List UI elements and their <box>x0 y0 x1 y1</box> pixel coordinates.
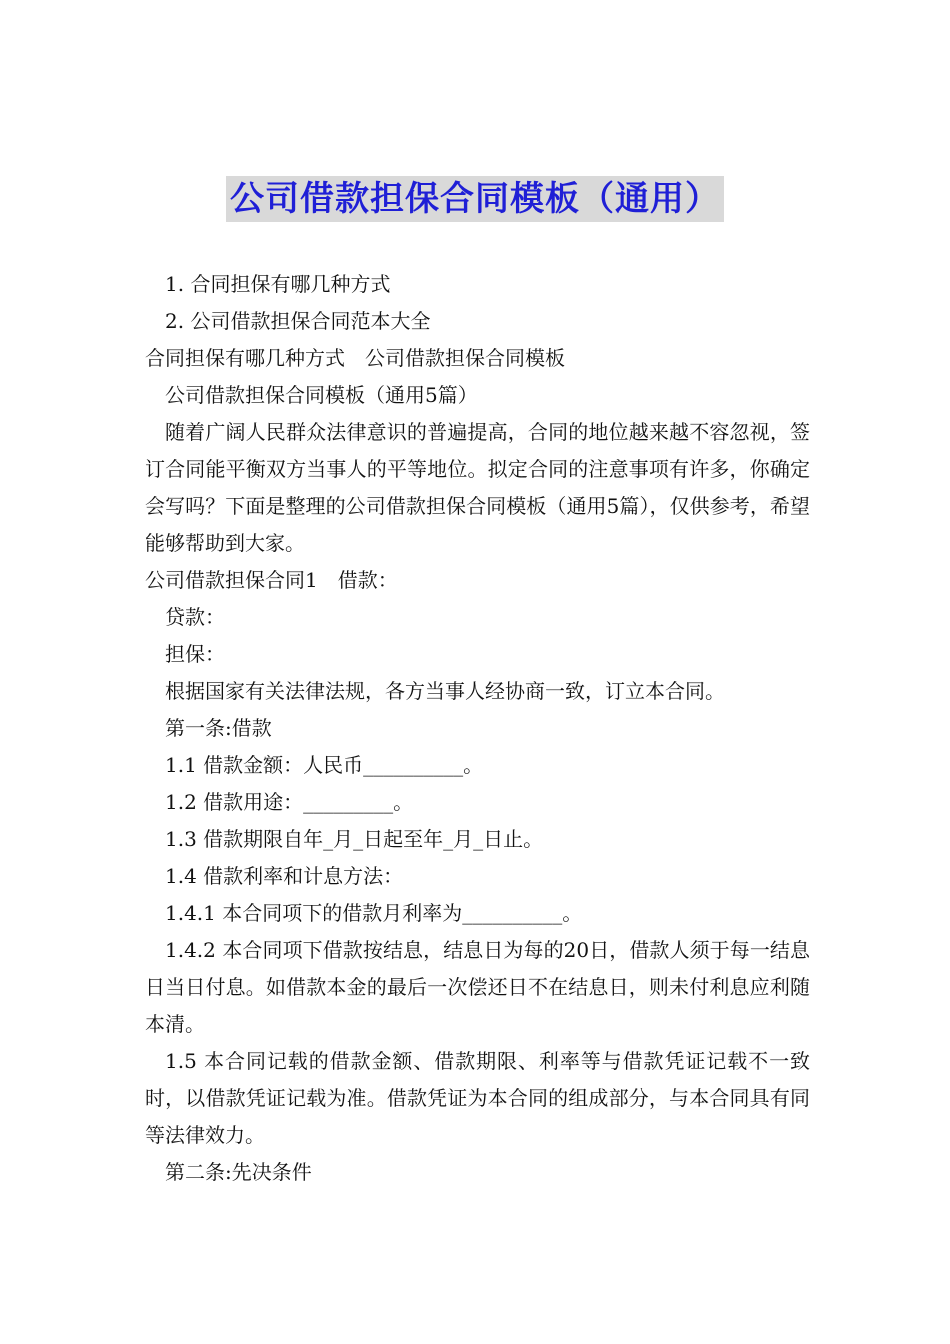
toc-item-2: 2. 公司借款担保合同范本大全 <box>165 309 431 333</box>
paragraph-lender: 贷款： <box>165 605 225 629</box>
document-title: 公司借款担保合同模板（通用） <box>226 176 724 222</box>
article-2-heading: 第二条:先决条件 <box>165 1160 312 1184</box>
clause-1-2: 1.2 借款用途：_________。 <box>165 790 414 814</box>
clause-1-4-2: 1.4.2 本合同项下借款按结息，结息日为每的20日，借款人须于每一结息日当日付息。如借款本金的最后一次偿还日不在结息日，则未付利息应利随本清。 <box>145 938 810 1036</box>
clause-1-4: 1.4 借款利率和计息方法： <box>165 864 404 888</box>
article-1-heading: 第一条:借款 <box>165 716 272 740</box>
paragraph-guarantor: 担保： <box>165 642 225 666</box>
document-body <box>145 266 810 1191</box>
paragraph-subtitle: 公司借款担保合同模板（通用5篇） <box>165 383 478 407</box>
toc-item-1: 1. 合同担保有哪几种方式 <box>165 272 391 296</box>
clause-1-4-1: 1.4.1 本合同项下的借款月利率为__________。 <box>165 901 583 925</box>
clause-1-3: 1.3 借款期限自年_月_日起至年_月_日止。 <box>165 827 544 851</box>
clause-1-5: 1.5 本合同记载的借款金额、借款期限、利率等与借款凭证记载不一致时，以借款凭证记载为准。借款凭证为本合同的组成部分，与本合同具有同等法律效力。 <box>145 1049 810 1147</box>
paragraph-heading-line: 合同担保有哪几种方式 公司借款担保合同模板 <box>145 346 565 370</box>
clause-1-1: 1.1 借款金额：人民币__________。 <box>165 753 484 777</box>
paragraph-preamble: 根据国家有关法律法规，各方当事人经协商一致，订立本合同。 <box>165 679 725 703</box>
paragraph-contract-heading: 公司借款担保合同1 借款： <box>145 568 398 592</box>
paragraph-intro: 随着广阔人民群众法律意识的普遍提高，合同的地位越来越不容忽视，签订合同能平衡双方当事人的平等地位。拟定合同的注意事项有许多，你确定会写吗？下面是整理的公司借款担保合同模板（通用5篇），仅供参考，希望能够帮助到大家。 <box>145 420 810 555</box>
title-block <box>0 176 950 222</box>
